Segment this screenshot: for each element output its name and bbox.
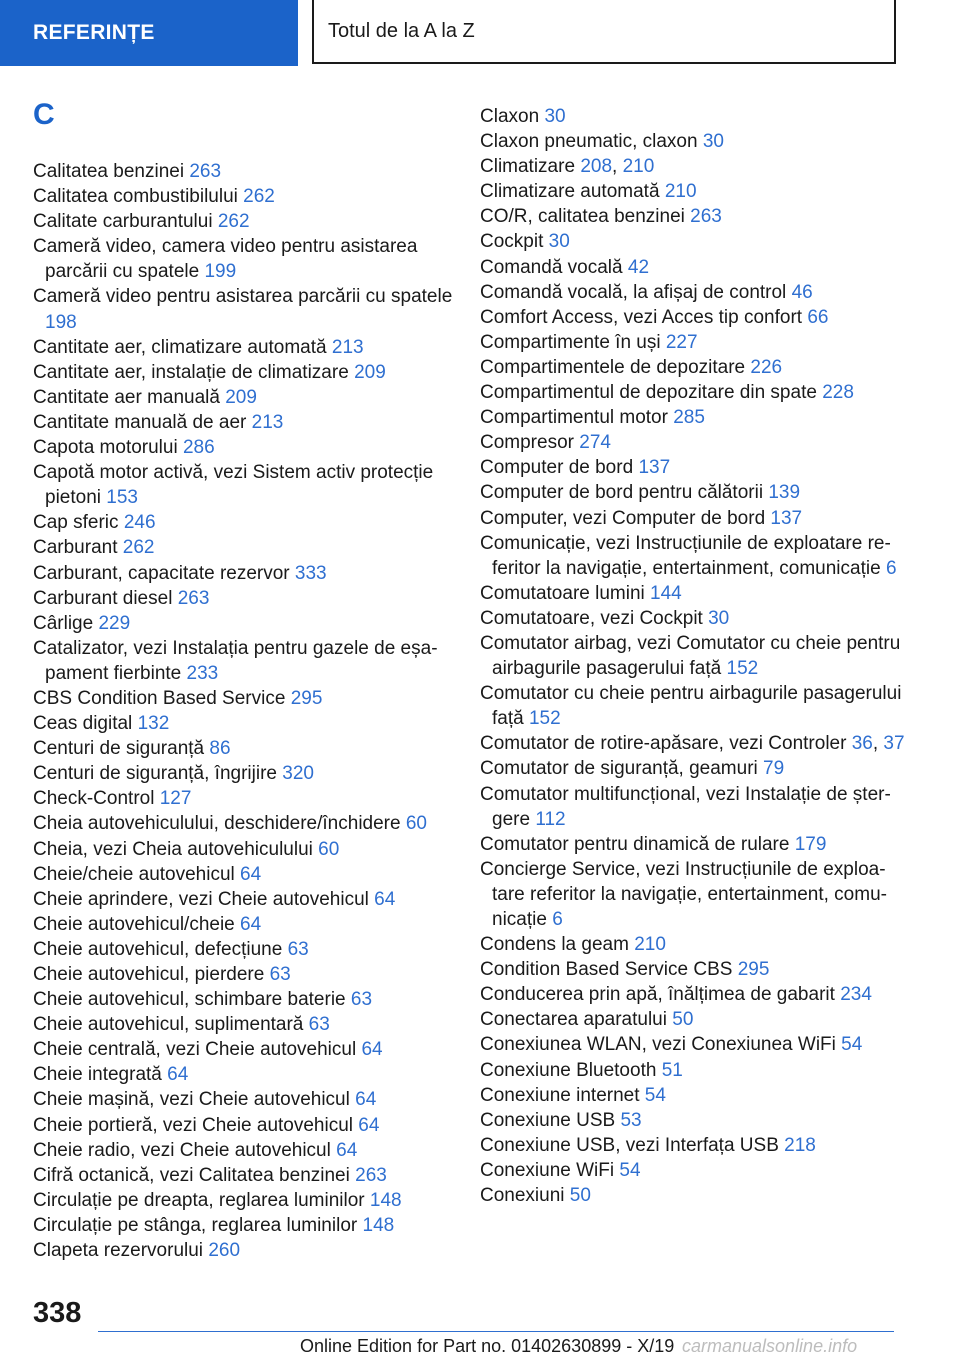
index-entry-term: Condition Based Service CBS xyxy=(480,959,733,981)
page-reference-link[interactable]: 198 xyxy=(45,311,77,333)
index-entry-term: Conexiune USB, vezi Interfața USB xyxy=(480,1134,779,1156)
index-entry xyxy=(33,1138,453,1163)
index-entry xyxy=(33,1037,453,1062)
index-entry xyxy=(33,1062,453,1087)
watermark: carmanualsonline.info xyxy=(682,1336,858,1356)
index-entry xyxy=(480,355,910,380)
page-reference-link[interactable]: 37 xyxy=(883,733,905,755)
index-entry xyxy=(33,284,453,334)
index-entry-term: Compartimentele de depozitare xyxy=(480,356,746,378)
index-entry xyxy=(33,1113,453,1138)
index-entry xyxy=(480,506,910,531)
index-entry-term: Carburant xyxy=(33,537,118,559)
page-reference-link[interactable]: 54 xyxy=(619,1159,641,1181)
index-entry xyxy=(33,1188,453,1213)
index-entry-term: Cheie portieră, vezi Cheie autovehicul xyxy=(33,1114,354,1136)
page-reference-link[interactable]: 53 xyxy=(620,1109,642,1131)
index-entry xyxy=(480,380,910,405)
index-entry xyxy=(480,480,910,505)
index-entry-term: Concierge Service, vezi Instrucțiunile de exploatare referitor la navigație, entertainment, comunicație xyxy=(480,858,887,930)
index-entry-term: Circulație pe dreapta, reglarea luminilor xyxy=(33,1189,365,1211)
index-entry-term: Cheia, vezi Cheia autovehiculului xyxy=(33,838,313,860)
page-reference-link[interactable]: 148 xyxy=(369,1189,402,1211)
page-reference-link[interactable]: 246 xyxy=(123,512,156,534)
index-entry-term: Cantitate aer manuală xyxy=(33,386,220,408)
page-reference-link[interactable]: 112 xyxy=(535,808,566,830)
index-entry-term: Cheie mașină, vezi Cheie autovehicul xyxy=(33,1089,350,1111)
index-entry-term: Conexiune internet xyxy=(480,1084,640,1106)
index-entry xyxy=(480,1108,910,1133)
index-entry-term: Comfort Access, vezi Acces tip confort xyxy=(480,306,803,328)
page-reference-link[interactable]: 63 xyxy=(308,1014,330,1036)
page-reference-link[interactable]: 139 xyxy=(768,482,801,504)
page-reference-link[interactable]: 260 xyxy=(208,1240,241,1262)
index-entry-term: Cheie autovehicul, pierdere xyxy=(33,964,265,985)
index-entry-term: Carburant, capacitate rezervor xyxy=(33,562,290,584)
index-entry-term: Comandă vocală, la afișaj de control xyxy=(480,281,787,303)
index-entry xyxy=(33,962,453,987)
index-entry-term: Carburant diesel xyxy=(33,587,173,609)
page-reference-link[interactable]: 208 xyxy=(580,156,613,178)
index-entry: Climatizare 208, 210 xyxy=(480,156,655,178)
index-entry-term: Cantitate manuală de aer xyxy=(33,411,247,433)
index-entry xyxy=(480,280,910,305)
page-reference-link[interactable]: 137 xyxy=(638,457,671,479)
page-reference-link[interactable]: 54 xyxy=(841,1034,863,1056)
index-entry xyxy=(480,1133,910,1158)
index-entry-term: Conexiune USB xyxy=(480,1109,616,1131)
page-reference-link[interactable]: 30 xyxy=(702,131,724,153)
page-reference-link[interactable]: 199 xyxy=(204,261,237,283)
index-entry xyxy=(33,1012,453,1037)
index-entry-term: Conexiunea WLAN, vezi Conexiunea WiFi xyxy=(480,1034,836,1056)
page-reference-link[interactable]: 218 xyxy=(784,1134,816,1156)
index-entry-term: Cockpit xyxy=(480,231,544,253)
index-entry-term: Centuri de siguranță, îngrijire xyxy=(33,763,277,785)
index-entry-term: Cârlige xyxy=(33,612,94,634)
page-reference-link[interactable]: 262 xyxy=(243,186,275,208)
page-reference-link[interactable]: 333 xyxy=(294,562,327,584)
index-entry xyxy=(480,455,910,480)
index-entry xyxy=(33,811,453,836)
index-entry xyxy=(33,385,453,410)
page-reference-link[interactable]: 50 xyxy=(672,1009,694,1031)
page-reference-link[interactable]: 153 xyxy=(106,487,138,509)
page-reference-link[interactable]: 64 xyxy=(240,913,262,935)
index-entry-term: Circulație pe stânga, reglarea luminilor xyxy=(33,1214,358,1236)
page-reference-link[interactable]: 132 xyxy=(137,713,170,735)
index-entry-term: Cheie aprindere, vezi Cheie autovehicul xyxy=(33,888,369,910)
index-entry xyxy=(33,1213,453,1238)
page-reference-link[interactable]: 30 xyxy=(548,231,570,253)
index-entry xyxy=(480,857,910,932)
index-entry xyxy=(480,756,910,781)
page-reference-link[interactable]: 227 xyxy=(665,331,698,353)
page-reference-link[interactable]: 86 xyxy=(209,738,231,760)
index-entry xyxy=(33,410,453,435)
index-entry-term: Calitatea benzinei xyxy=(33,161,185,182)
page-reference-link[interactable]: 295 xyxy=(737,959,770,981)
page-reference-link[interactable]: 64 xyxy=(361,1039,383,1061)
index-entry-term: Comutator airbag, vezi Comutator cu cheie pentru airbagurile pasagerului față xyxy=(480,632,901,680)
page-reference-link[interactable]: 228 xyxy=(822,382,854,404)
index-column-left xyxy=(33,159,453,1263)
index-entry-term: Capota motorului xyxy=(33,437,178,459)
page-number: 338 xyxy=(33,1297,82,1329)
index-entry-term: Conexiune Bluetooth xyxy=(480,1059,657,1081)
page-reference-link[interactable]: 263 xyxy=(177,587,210,609)
page-reference-link[interactable]: 63 xyxy=(287,938,309,960)
index-entry-term: Cheie autovehicul, schimbare baterie xyxy=(33,989,346,1011)
index-entry-term: Cheie integrată xyxy=(33,1064,162,1086)
index-entry xyxy=(480,957,910,982)
page-reference-link[interactable]: 210 xyxy=(634,934,666,956)
index-column-right xyxy=(480,104,910,1208)
page-reference-link[interactable]: 213 xyxy=(251,411,284,433)
index-entry xyxy=(480,305,910,330)
index-entry xyxy=(480,1058,910,1083)
index-entry-term: Cheie centrală, vezi Cheie autovehicul xyxy=(33,1039,357,1061)
index-entry xyxy=(33,611,453,636)
index-entry xyxy=(480,932,910,957)
index-entry xyxy=(480,229,910,254)
index-entry xyxy=(33,786,453,811)
index-entry xyxy=(33,1238,453,1263)
index-entry-term: Comutatoare lumini xyxy=(480,582,645,604)
index-entry-term: Ceas digital xyxy=(33,713,133,735)
index-entry xyxy=(33,1163,453,1188)
page-reference-link[interactable]: 6 xyxy=(885,557,897,579)
index-entry xyxy=(480,782,910,832)
page-reference-link[interactable]: 320 xyxy=(282,763,314,785)
index-entry xyxy=(33,761,453,786)
index-entry-term: Cheie autovehicul, defecțiune xyxy=(33,938,283,960)
index-entry-term: Comutator de rotire-apăsare, vezi Controler xyxy=(480,733,847,755)
page-reference-link[interactable]: 210 xyxy=(664,181,697,203)
index-entry-term: Computer de bord pentru călătorii xyxy=(480,482,764,504)
index-entry xyxy=(480,1158,910,1183)
index-entry-term: CBS Condition Based Service xyxy=(33,687,286,709)
page-reference-link[interactable]: 144 xyxy=(650,582,682,604)
index-entry xyxy=(480,531,910,581)
page-reference-link[interactable]: 64 xyxy=(355,1089,377,1111)
page-reference-link[interactable]: 213 xyxy=(331,336,364,358)
index-entry-term: Conexiune WiFi xyxy=(480,1159,615,1181)
index-entry-term: Cap sferic xyxy=(33,512,119,534)
index-entry-term: Condens la geam xyxy=(480,934,629,956)
index-entry-term: Comutator pentru dinamică de rulare xyxy=(480,833,790,855)
index-entry xyxy=(33,1087,453,1112)
index-entry-term: Claxon pneumatic, claxon xyxy=(480,131,698,153)
index-entry xyxy=(33,987,453,1012)
page-reference-link[interactable]: 234 xyxy=(840,984,872,1006)
page-reference-link[interactable]: 66 xyxy=(807,306,829,328)
index-entry xyxy=(480,1183,910,1208)
index-entry xyxy=(33,937,453,962)
index-entry xyxy=(480,631,910,681)
index-entry-term: Comutator cu cheie pentru airbagurile pasagerului față xyxy=(480,683,902,730)
index-entry-term: Catalizator, vezi Instalația pentru gazele de eșapament fierbinte xyxy=(33,637,438,684)
index-entry xyxy=(480,255,910,280)
page-reference-link[interactable]: 285 xyxy=(673,407,705,429)
index-entry xyxy=(480,405,910,430)
index-entry xyxy=(480,330,910,355)
index-entry xyxy=(33,535,453,560)
index-entry xyxy=(33,912,453,937)
page-reference-link[interactable]: 42 xyxy=(627,256,650,278)
page-reference-link[interactable]: 209 xyxy=(225,386,257,408)
index-entry xyxy=(33,711,453,736)
index-entry xyxy=(480,430,910,455)
page-reference-link[interactable]: 64 xyxy=(240,863,262,885)
index-entry xyxy=(480,179,910,204)
index-entry xyxy=(33,561,453,586)
index-entry-term: Cifră octanică, vezi Calitatea benzinei xyxy=(33,1164,350,1186)
index-entry xyxy=(33,837,453,862)
index-entry-term: Cameră video, camera video pentru asistarea parcării cu spatele xyxy=(33,236,418,283)
page-reference-link[interactable]: 286 xyxy=(182,437,215,459)
page-reference-link[interactable]: 36 xyxy=(851,733,873,755)
page-reference-link[interactable]: 60 xyxy=(405,813,427,835)
index-entry xyxy=(480,1083,910,1108)
index-entry-term: Cantitate aer, climatizare automată xyxy=(33,336,327,358)
page-reference-link[interactable]: 233 xyxy=(186,662,219,684)
index-entry-term: Compresor xyxy=(480,432,574,454)
index-entry-term: Cheie autovehicul/cheie xyxy=(33,913,235,935)
index-entry-term: Capotă motor activă, vezi Sistem activ protecție pietoni xyxy=(33,462,434,509)
index-entry xyxy=(33,887,453,912)
index-entry-term: Comutator de siguranță, geamuri xyxy=(480,758,758,780)
page-reference-link[interactable]: 152 xyxy=(528,708,561,730)
index-entry-term: Check-Control xyxy=(33,788,155,810)
index-entry-term: Comunicație, vezi Instrucțiunile de exploatare referitor la navigație, entertainment, comunicație xyxy=(480,532,891,579)
index-entry xyxy=(33,736,453,761)
index-entry-term: CO/R, calitatea benzinei xyxy=(480,206,685,228)
index-entry xyxy=(33,636,453,686)
index-entry xyxy=(480,1032,910,1057)
edition-note: Online Edition for Part no. 01402630899 - X/19 xyxy=(300,1336,675,1356)
page-reference-link[interactable]: 64 xyxy=(167,1064,189,1086)
index-entry-term: Calitate carburantului xyxy=(33,211,213,233)
page-reference-link[interactable]: 50 xyxy=(569,1185,591,1207)
index-entry: Comutator de rotire-apăsare, vezi Controler 36, 37 xyxy=(480,733,905,755)
page-reference-link[interactable]: 30 xyxy=(708,607,730,629)
page-reference-link[interactable]: 263 xyxy=(355,1164,387,1186)
index-entry xyxy=(480,982,910,1007)
footer-divider xyxy=(98,1331,894,1332)
index-entry-term: Cheia autovehiculului, deschidere/închidere xyxy=(33,813,401,835)
page-reference-link[interactable]: 263 xyxy=(189,161,222,182)
index-entry xyxy=(33,460,453,510)
index-entry-term: Climatizare automată xyxy=(480,181,660,203)
index-entry-term: Cameră video pentru asistarea parcării cu spatele xyxy=(33,286,453,308)
page-reference-link[interactable]: 137 xyxy=(770,507,803,529)
index-entry xyxy=(33,184,453,209)
page-reference-link[interactable]: 79 xyxy=(763,758,785,780)
index-entry-term: Comandă vocală xyxy=(480,256,623,278)
page-reference-link[interactable]: 263 xyxy=(690,206,722,228)
page-reference-link[interactable]: 63 xyxy=(350,989,373,1011)
index-entry xyxy=(480,832,910,857)
index-entry-term: Computer, vezi Computer de bord xyxy=(480,507,766,529)
section-tab: REFERINȚE xyxy=(0,0,298,66)
index-entry-term: Comutatoare, vezi Cockpit xyxy=(480,607,703,629)
page-reference-link[interactable]: 226 xyxy=(750,356,783,378)
page-reference-link[interactable]: 209 xyxy=(354,361,386,383)
index-entry xyxy=(480,581,910,606)
index-entry xyxy=(33,234,453,284)
index-entry-term: Conducerea prin apă, înălțimea de gabarit xyxy=(480,984,835,1006)
index-entry xyxy=(33,510,453,535)
page-reference-link[interactable]: 51 xyxy=(661,1059,683,1081)
index-entry xyxy=(480,681,910,731)
index-entry-term: Conectarea aparatului xyxy=(480,1009,667,1031)
index-entry-term: Cheie autovehicul, suplimentară xyxy=(33,1014,304,1036)
index-entry xyxy=(33,686,453,711)
page-reference-link[interactable]: 152 xyxy=(726,658,759,680)
index-entry xyxy=(480,1007,910,1032)
page-reference-link[interactable]: 127 xyxy=(159,788,192,810)
index-entry xyxy=(33,586,453,611)
page-reference-link[interactable]: 6 xyxy=(552,909,563,930)
page-reference-link[interactable]: 60 xyxy=(318,838,340,860)
page-reference-link[interactable]: 63 xyxy=(269,964,291,985)
index-entry-term: Cheie/cheie autovehicul xyxy=(33,863,235,885)
index-entry xyxy=(480,129,910,154)
page-reference-link[interactable]: 148 xyxy=(362,1214,395,1236)
page-reference-link[interactable]: 210 xyxy=(622,156,655,178)
index-letter-heading: C xyxy=(33,98,55,131)
index-entry-term: Cantitate aer, instalație de climatizare xyxy=(33,361,349,383)
page-reference-link[interactable]: 274 xyxy=(579,432,611,454)
index-entry-term: Compartimentul motor xyxy=(480,407,668,429)
index-entry-term: Computer de bord xyxy=(480,457,634,479)
index-entry xyxy=(33,435,453,460)
index-entry-term: Compartimente în uși xyxy=(480,331,661,353)
index-entry xyxy=(33,862,453,887)
page-reference-link[interactable]: 46 xyxy=(791,281,813,303)
index-entry-term: Conexiuni xyxy=(480,1185,565,1207)
chapter-title: Totul de la A la Z xyxy=(312,0,896,64)
index-entry-term: Clapeta rezervorului xyxy=(33,1240,204,1262)
index-entry-term: Cheie radio, vezi Cheie autovehicul xyxy=(33,1139,331,1161)
page-reference-link[interactable]: 262 xyxy=(122,537,155,559)
page-reference-link[interactable]: 64 xyxy=(374,888,396,910)
page-reference-link[interactable]: 179 xyxy=(794,833,827,855)
page-reference-link[interactable]: 64 xyxy=(358,1114,380,1136)
index-entry xyxy=(33,209,453,234)
page-reference-link[interactable]: 295 xyxy=(290,687,323,709)
page-reference-link[interactable]: 229 xyxy=(98,612,131,634)
page-header xyxy=(0,0,960,66)
index-entry-term: Comutator multifuncțional, vezi Instalație de ștergere xyxy=(480,783,891,830)
index-entry xyxy=(480,606,910,631)
index-entry-term: Climatizare xyxy=(480,156,576,178)
index-entry xyxy=(33,360,453,385)
index-entry xyxy=(480,204,910,229)
index-entry-term: Calitatea combustibilului xyxy=(33,186,238,208)
page-reference-link[interactable]: 64 xyxy=(336,1139,358,1161)
index-entry xyxy=(33,159,453,184)
index-entry xyxy=(33,335,453,360)
index-entry-term: Claxon xyxy=(480,106,540,127)
index-entry-term: Compartimentul de depozitare din spate xyxy=(480,382,817,404)
index-entry xyxy=(480,104,910,129)
page-reference-link[interactable]: 262 xyxy=(217,211,250,233)
page-reference-link[interactable]: 54 xyxy=(644,1084,666,1106)
page-reference-link[interactable]: 30 xyxy=(544,106,566,127)
index-entry-term: Centuri de siguranță xyxy=(33,738,205,760)
